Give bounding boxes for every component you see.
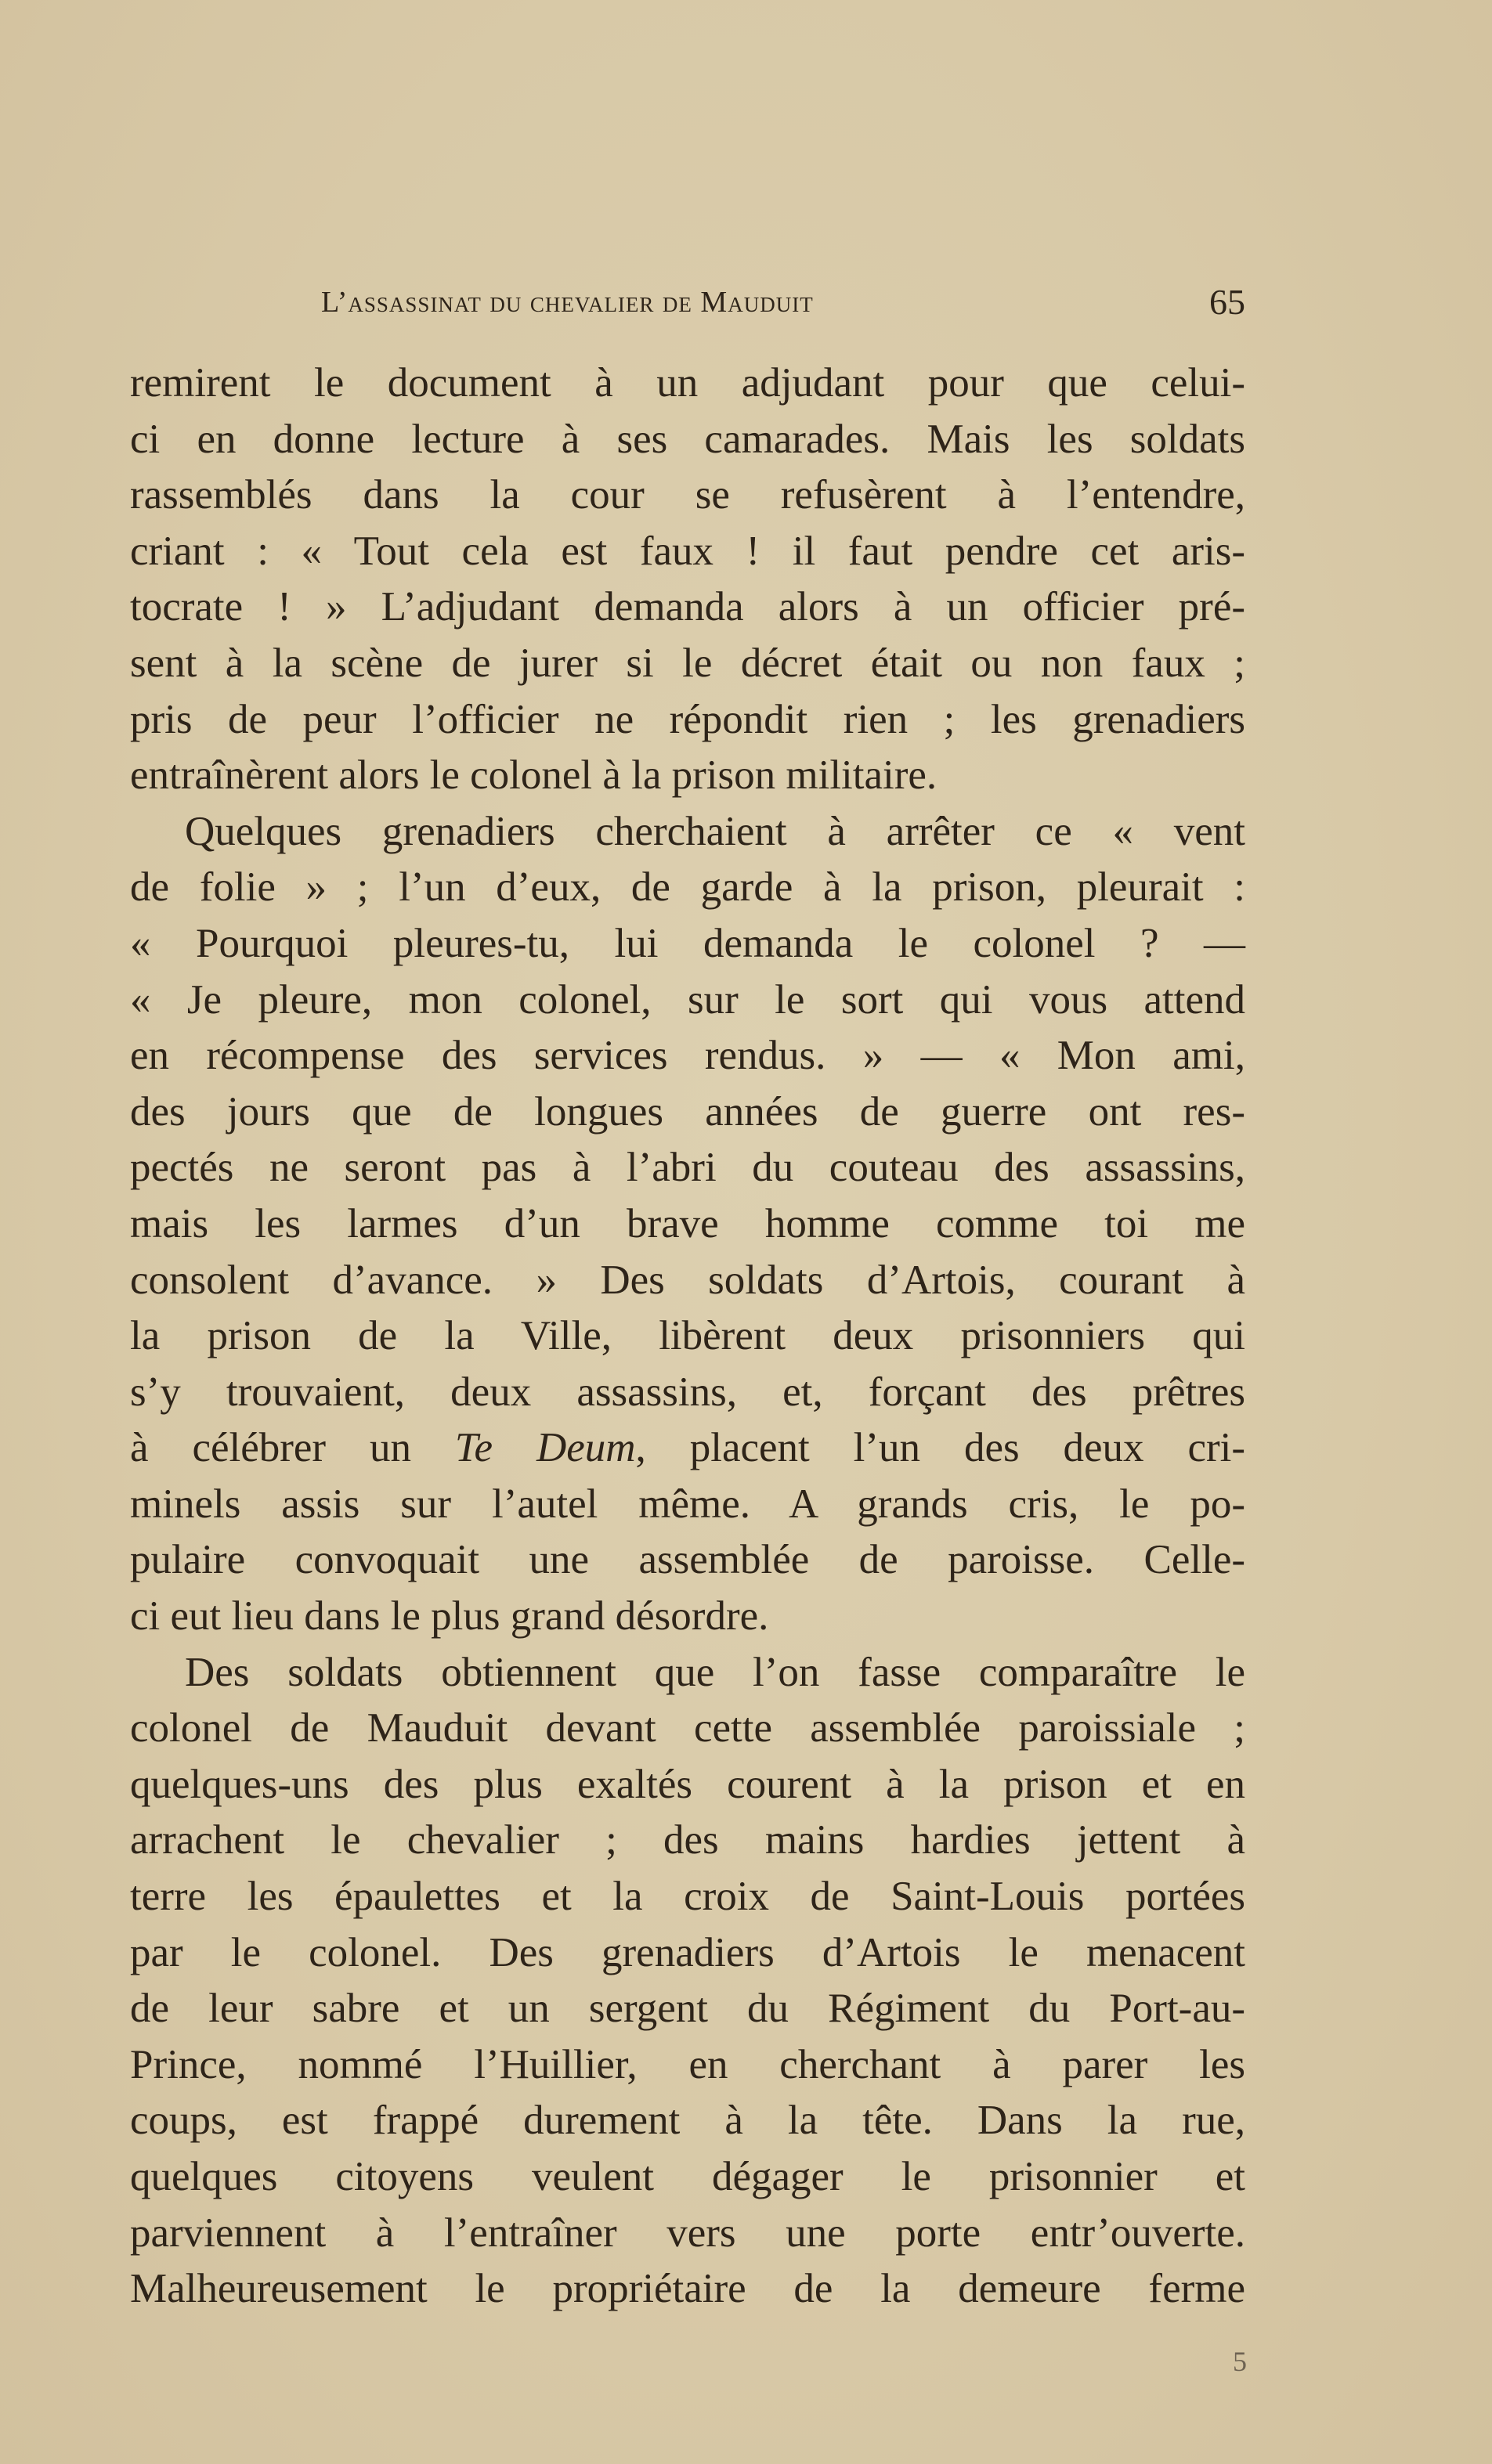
text-line: s’y trouvaient, deux assassins, et, forçant des prêtres xyxy=(130,1369,1245,1415)
running-header xyxy=(130,279,1245,326)
text-line: de leur sabre et un sergent du Régiment du Port-au- xyxy=(130,1986,1245,2032)
text-line: ci eut lieu dans le plus grand désordre. xyxy=(130,1593,769,1640)
text-line: ci en donne lecture à ses camarades. Mais les soldats xyxy=(130,416,1245,462)
text-line: terre les épaulettes et la croix de Saint-Louis portées xyxy=(130,1874,1245,1920)
text-line: criant : « Tout cela est faux ! il faut pendre cet aris- xyxy=(130,528,1245,574)
text-line: pectés ne seront pas à l’abri du couteau des assassins, xyxy=(130,1145,1245,1191)
page-number: 65 xyxy=(1209,282,1245,322)
text-segment: , placent l’un des deux cri- xyxy=(635,1425,1245,1471)
text-line xyxy=(130,1420,1245,1477)
text-line: quelques-uns des plus exaltés courent à la prison et en xyxy=(130,1761,1245,1807)
text-line: par le colonel. Des grenadiers d’Artois le menacent xyxy=(130,1929,1245,1975)
text-line: colonel de Mauduit devant cette assemblée paroissiale ; xyxy=(130,1705,1245,1751)
text-line: Prince, nommé l’Huillier, en cherchant à parer les xyxy=(130,2041,1245,2087)
running-title: L’assassinat du chevalier de Mauduit xyxy=(321,286,814,319)
text-line: pris de peur l’officier ne répondit rien ; les grenadiers xyxy=(130,696,1245,742)
text-line: Malheureusement le propriétaire de la demeure ferme xyxy=(130,2266,1245,2312)
text-line: minels assis sur l’autel même. A grands cris, le po- xyxy=(130,1481,1245,1527)
text-line: arrachent le chevalier ; des mains hardies jettent à xyxy=(130,1817,1245,1863)
text-line: en récompense des services rendus. » — « Mon ami, xyxy=(130,1033,1245,1079)
signature-mark: 5 xyxy=(1233,2346,1247,2377)
text-segment: à célébrer un xyxy=(130,1425,455,1471)
text-line: Quelques grenadiers cherchaient à arrêter ce « vent xyxy=(185,808,1245,854)
text-line: coups, est frappé durement à la tête. Dans la rue, xyxy=(130,2098,1245,2144)
text-line: parviennent à l’entraîner vers une porte entr’ouverte. xyxy=(130,2210,1245,2256)
text-line: « Je pleure, mon colonel, sur le sort qui vous attend xyxy=(130,976,1245,1023)
body-text xyxy=(130,355,1245,2318)
text-line: des jours que de longues années de guerre ont res- xyxy=(130,1088,1245,1135)
text-line: entraînèrent alors le colonel à la prison militaire. xyxy=(130,752,937,799)
text-line: tocrate ! » L’adjudant demanda alors à un officier pré- xyxy=(130,584,1245,630)
text-line: rassemblés dans la cour se refusèrent à l’entendre, xyxy=(130,472,1245,518)
text-line: remirent le document à un adjudant pour que celui- xyxy=(130,360,1245,406)
text-line: mais les larmes d’un brave homme comme toi me xyxy=(130,1200,1245,1246)
text-line: pulaire convoquait une assemblée de paroisse. Celle- xyxy=(130,1537,1245,1583)
text-line: quelques citoyens veulent dégager le prisonnier et xyxy=(130,2154,1245,2199)
text-line: la prison de la Ville, libèrent deux prisonniers qui xyxy=(130,1313,1245,1359)
italic-text: Te Deum xyxy=(454,1425,636,1471)
text-line: sent à la scène de jurer si le décret était ou non faux ; xyxy=(130,640,1245,686)
text-line: consolent d’avance. » Des soldats d’Artois, courant à xyxy=(130,1257,1245,1303)
text-line: « Pourquoi pleures-tu, lui demanda le colonel ? — xyxy=(130,920,1245,966)
text-line: de folie » ; l’un d’eux, de garde à la prison, pleurait : xyxy=(130,864,1245,911)
text-line: Des soldats obtiennent que l’on fasse comparaître le xyxy=(185,1649,1245,1695)
